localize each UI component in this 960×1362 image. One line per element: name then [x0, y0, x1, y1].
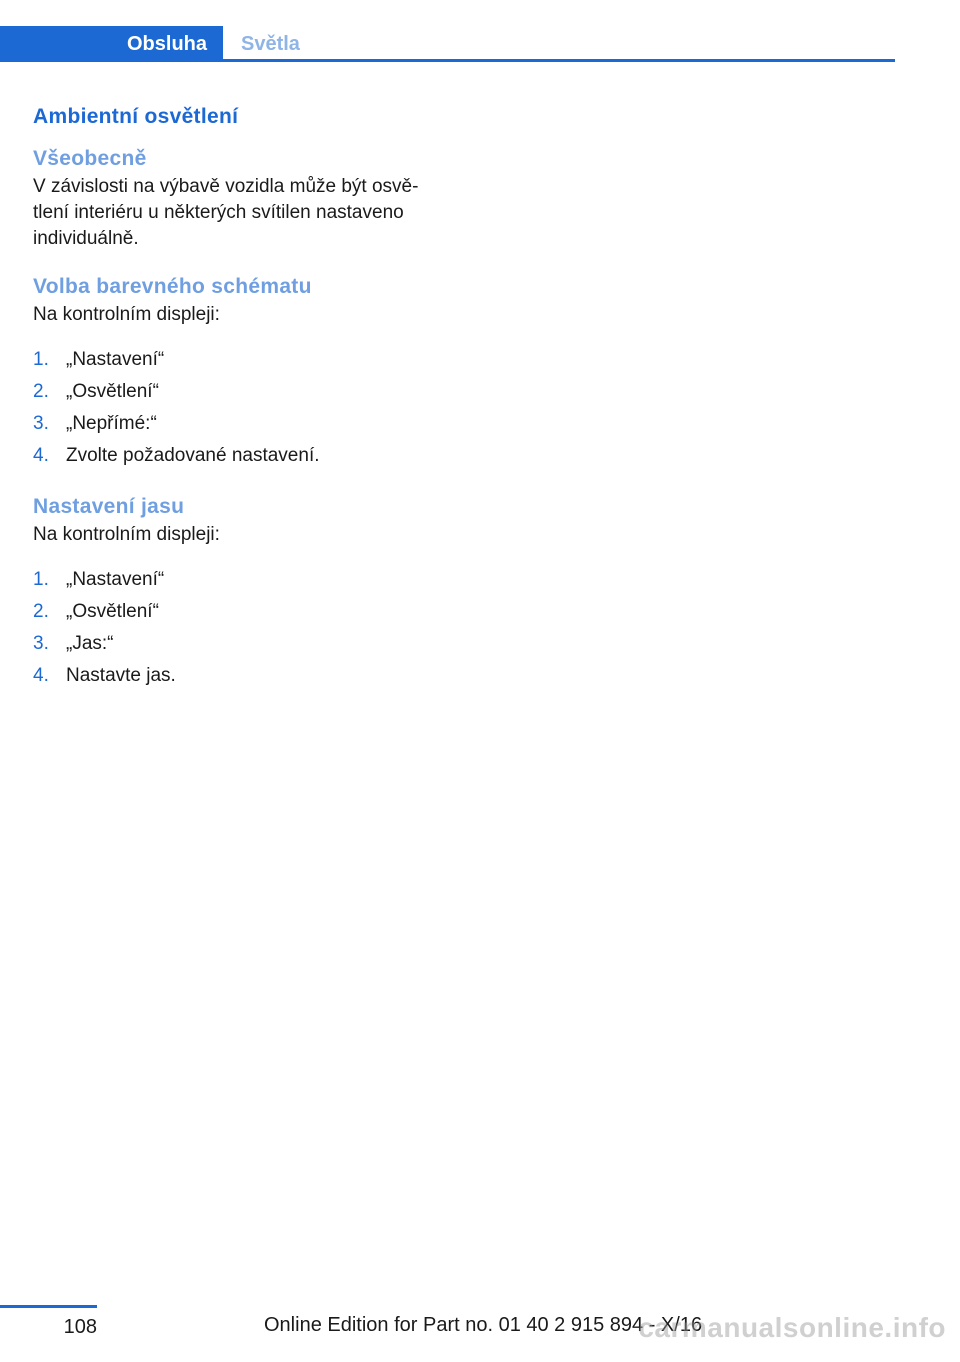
list-item: [33, 628, 453, 660]
list-item: [33, 660, 453, 692]
brightness-steps: [33, 564, 453, 692]
tab-svetla[interactable]: Světla: [241, 33, 300, 55]
step-text: Zvolte požadované nastavení.: [66, 445, 320, 466]
list-item: [33, 408, 453, 440]
color-scheme-steps: [33, 344, 453, 472]
step-text: „Nastavení“: [66, 349, 165, 370]
watermark: carmanualsonline.info: [638, 1312, 946, 1343]
general-line: individuálně.: [33, 228, 139, 249]
step-number: 1.: [33, 569, 49, 590]
step-number: 4.: [33, 445, 49, 466]
step-text: Nastavte jas.: [66, 665, 176, 686]
general-line: tlení interiéru u některých svítilen nastaveno: [33, 202, 404, 223]
section-title: Ambientní osvětlení: [33, 105, 239, 128]
list-item: [33, 376, 453, 408]
step-number: 1.: [33, 349, 49, 370]
general-line: V závislosti na výbavě vozidla může být osvě-: [33, 176, 419, 197]
list-item: [33, 344, 453, 376]
tab-obsluha[interactable]: Obsluha: [0, 26, 223, 62]
heading-brightness: Nastavení jasu: [33, 495, 185, 518]
header-divider: [0, 59, 895, 62]
step-text: „Osvětlení“: [66, 381, 159, 402]
list-item: [33, 440, 453, 472]
step-number: 3.: [33, 633, 49, 654]
brightness-intro: Na kontrolním displeji:: [33, 524, 220, 545]
step-number: 3.: [33, 413, 49, 434]
general-text: [33, 174, 453, 252]
step-text: „Nastavení“: [66, 569, 165, 590]
heading-color-scheme: Volba barevného schématu: [33, 275, 312, 298]
step-text: „Osvětlení“: [66, 601, 159, 622]
step-text: „Jas:“: [66, 633, 114, 654]
list-item: [33, 596, 453, 628]
step-number: 2.: [33, 601, 49, 622]
step-number: 4.: [33, 665, 49, 686]
page-number: 108: [63, 1316, 97, 1338]
step-text: „Nepřímé:“: [66, 413, 157, 434]
edition-text: Online Edition for Part no. 01 40 2 915 894 - X/16: [264, 1314, 703, 1336]
list-item: [33, 564, 453, 596]
heading-general: Všeobecně: [33, 147, 147, 170]
color-scheme-intro: Na kontrolním displeji:: [33, 304, 220, 325]
step-number: 2.: [33, 381, 49, 402]
footer-divider: [0, 1305, 97, 1308]
main-content: [33, 100, 453, 692]
